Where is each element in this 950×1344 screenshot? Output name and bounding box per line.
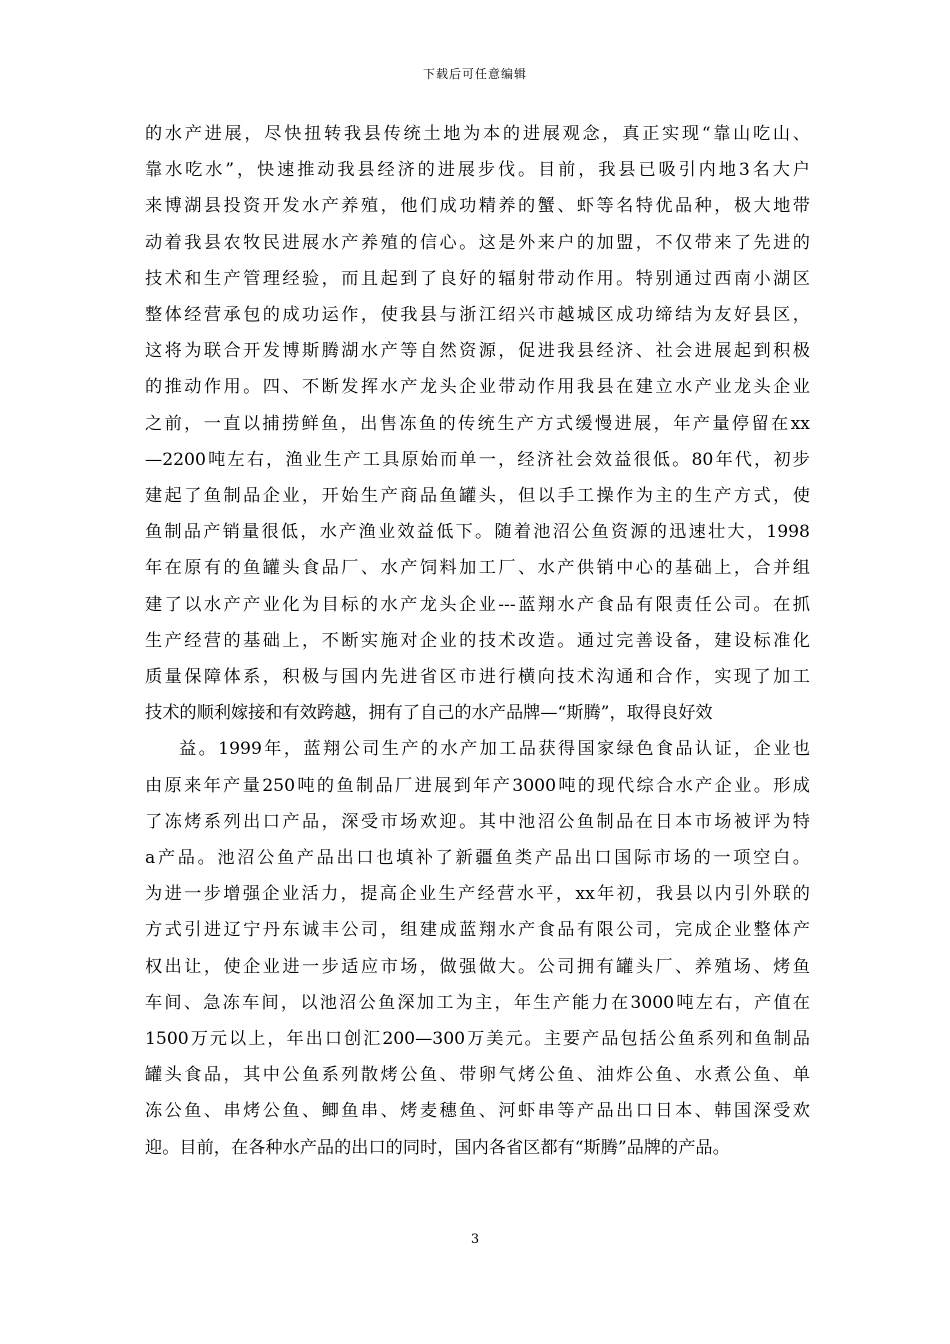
text-line: 建起了鱼制品企业，开始生产商品鱼罐头，但以手工操作为主的生产方式，使: [145, 486, 810, 507]
page-number: 3: [470, 1232, 480, 1247]
text-line: 动着我县农牧民进展水产养殖的信心。这是外来户的加盟，不仅带来了先进的: [145, 232, 810, 253]
text-line: 冻公鱼、串烤公鱼、鲫鱼串、烤麦穗鱼、河虾串等产品出口日本、韩国深受欢: [145, 1101, 810, 1122]
text-line: 的推动作用。四、不断发挥水产龙头企业带动作用我县在建立水产业龙头企业: [145, 377, 810, 398]
text-line: a产品。池沼公鱼产品出口也填补了新疆鱼类产品出口国际市场的一项空白。: [145, 848, 810, 869]
text-line: 罐头食品，其中公鱼系列散烤公鱼、带卵气烤公鱼、油炸公鱼、水煮公鱼、单: [145, 1065, 810, 1086]
text-line: —2200吨左右，渔业生产工具原始而单一，经济社会效益很低。80年代，初步: [145, 449, 810, 470]
document-body: [145, 116, 810, 1166]
page-header: 下载后可任意编辑: [422, 67, 527, 81]
text-line: 技术和生产管理经验，而且起到了良好的辐射带动作用。特别通过西南小湖区: [145, 268, 810, 289]
text-line: 权出让，使企业进一步适应市场，做强做大。公司拥有罐头厂、养殖场、烤鱼: [145, 956, 810, 977]
text-line: 由原来年产量250吨的鱼制品厂进展到年产3000吨的现代综合水产企业。形成: [145, 775, 810, 796]
text-line: 1500万元以上，年出口创汇200—300万美元。主要产品包括公鱼系列和鱼制品: [145, 1029, 810, 1050]
text-line: 来博湖县投资开发水产养殖，他们成功精养的蟹、虾等名特优品种，极大地带: [145, 196, 810, 217]
text-line: 方式引进辽宁丹东诚丰公司，组建成蓝翔水产食品有限公司，完成企业整体产: [145, 920, 810, 941]
paragraph-2: [145, 731, 810, 1165]
text-line: 年在原有的鱼罐头食品厂、水产饲料加工厂、水产供销中心的基础上，合并组: [145, 558, 810, 579]
text-line: 的水产进展，尽快扭转我县传统土地为本的进展观念，真正实现“靠山吃山、: [145, 124, 810, 144]
text-line: 车间、急冻车间，以池沼公鱼深加工为主，年生产能力在3000吨左右，产值在: [145, 992, 810, 1013]
text-line: 靠水吃水”，快速推动我县经济的进展步伐。目前，我县已吸引内地3名大户: [145, 160, 810, 181]
text-line: 技术的顺利嫁接和有效跨越，拥有了自己的水产品牌—“斯腾”，取得良好效: [145, 703, 713, 724]
text-line: 质量保障体系，积极与国内先进省区市进行横向技术沟通和合作，实现了加工: [145, 667, 810, 688]
text-line: 整体经营承包的成功运作，使我县与浙江绍兴市越城区成功缔结为友好县区，: [145, 305, 810, 326]
text-line: 建了以水产产业化为目标的水产龙头企业---蓝翔水产食品有限责任公司。在抓: [145, 594, 810, 615]
text-line: 这将为联合开发博斯腾湖水产等自然资源，促进我县经济、社会进展起到积极: [145, 341, 810, 362]
text-line: 了冻烤系列出口产品，深受市场欢迎。其中池沼公鱼制品在日本市场被评为特: [145, 811, 810, 832]
text-line: 之前，一直以捕捞鲜鱼，出售冻鱼的传统生产方式缓慢进展，年产量停留在xx: [145, 413, 810, 434]
text-line: 为进一步增强企业活力，提高企业生产经营水平，xx年初，我县以内引外联的: [145, 884, 810, 905]
text-line: 迎。目前，在各种水产品的出口的同时，国内各省区都有“斯腾”品牌的产品。: [145, 1137, 730, 1158]
text-line: 益。1999年，蓝翔公司生产的水产加工品获得国家绿色食品认证，企业也: [179, 739, 810, 760]
paragraph-1: [145, 116, 810, 731]
text-line: 鱼制品产销量很低，水产渔业效益低下。随着池沼公鱼资源的迅速壮大，1998: [145, 522, 810, 543]
text-line: 生产经营的基础上，不断实施对企业的技术改造。通过完善设备，建设标准化: [145, 630, 810, 651]
